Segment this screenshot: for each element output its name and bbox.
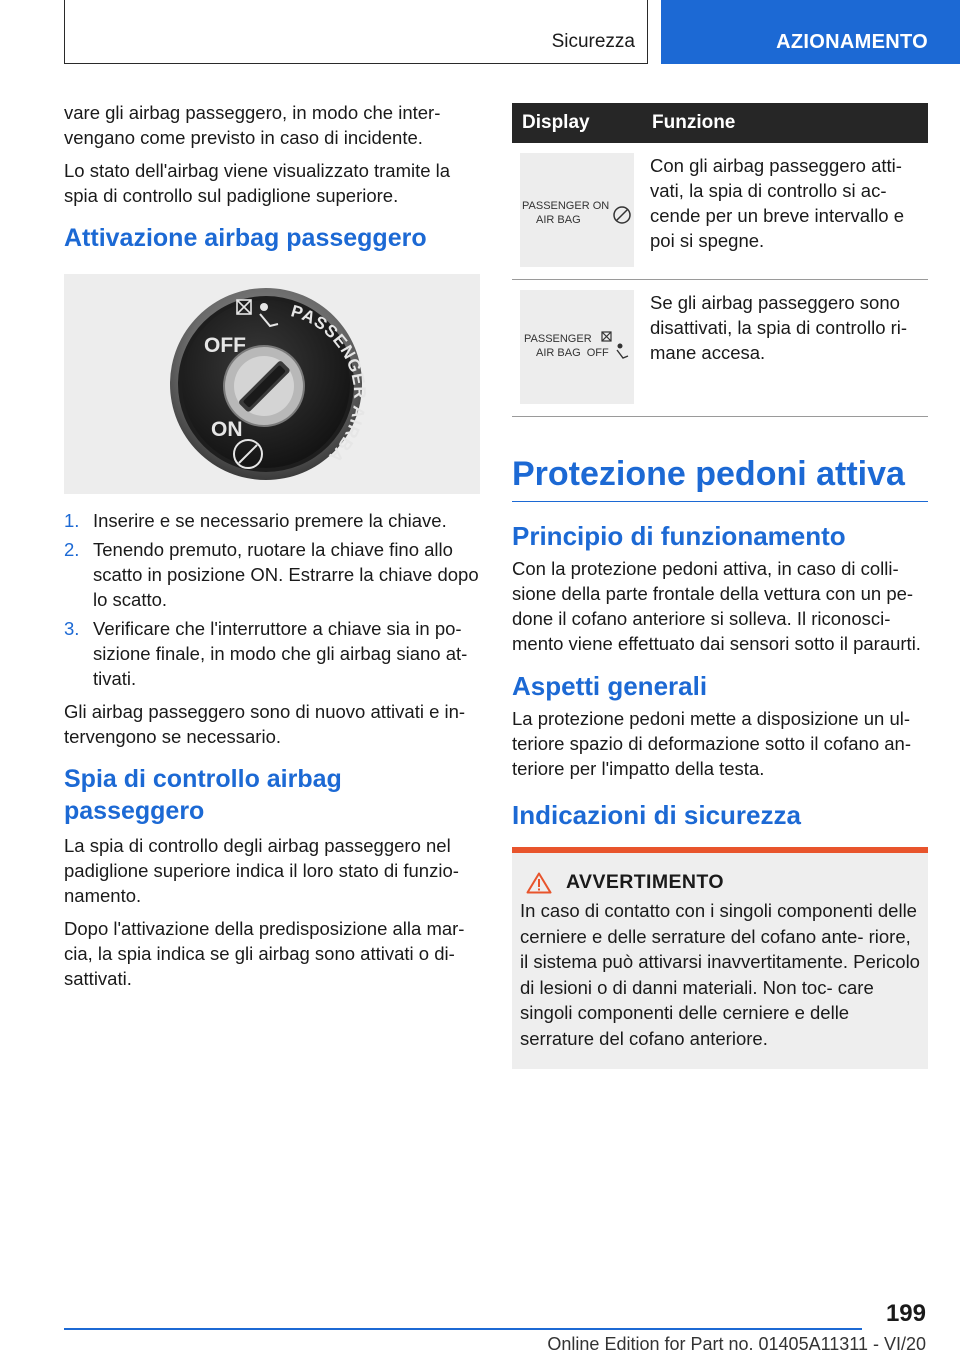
col-function-header: Funzione: [642, 103, 928, 143]
general-heading: Aspetti generali: [512, 671, 708, 701]
airbag-on-circle-icon: [614, 207, 630, 223]
header-chapter-tab[interactable]: [661, 0, 960, 64]
col-display-header: Display: [512, 103, 642, 143]
left-column: [64, 100, 480, 999]
warning-title: AVVERTIMENTO: [566, 871, 724, 893]
main-heading: Protezione pedoni attiva: [512, 453, 928, 502]
spia-heading: Spia di controllo airbag passeggero: [64, 765, 342, 825]
warning-text: In caso di contatto con i singoli componenti delle cerniere e delle serrature del cofano ante- riore, il sistema può attivarsi inavvertitamente. Pericolo di lesioni o di danni materiali. Non toc- care singoli componenti delle cerniere e delle serrature del cofano anteriore.: [520, 900, 920, 1049]
svg-text:PASSENGER: PASSENGER: [524, 333, 592, 345]
header-section-label: Sicurezza: [551, 31, 635, 52]
page-number: 199: [885, 1300, 926, 1327]
function-description: Se gli airbag passeggero sono disattivati, la spia di controllo ri- mane accesa.: [642, 280, 928, 417]
table-row: [512, 280, 928, 417]
passenger-airbag-on-lamp: [520, 153, 634, 267]
spia-paragraph-1: La spia di controllo degli airbag passeggero nel padiglione superiore indica il loro stato di funzio- namento.: [64, 835, 459, 906]
step-item: 2. Tenendo premuto, ruotare la chiave fino allo scatto in posizione ON. Estrarre la chiave dopo lo scatto.: [64, 539, 479, 610]
function-description: Con gli airbag passeggero atti- vati, la spia di controllo si ac- cende per un breve intervallo e poi si spegne.: [642, 143, 928, 280]
switch-ring-label: PASSENGER AIRBA: [288, 301, 370, 467]
right-column: [512, 103, 928, 1069]
display-function-table: [512, 103, 928, 417]
general-paragraph: La protezione pedoni mette a disposizione un ul- teriore spazio di deformazione sotto il cofano an- teriore per l'impatto della testa.: [512, 708, 911, 779]
activation-heading: Attivazione airbag passeggero: [64, 224, 427, 252]
warning-triangle-icon: [526, 872, 552, 894]
intro-paragraph-2: Lo stato dell'airbag viene visualizzato tramite la spia di controllo sul padiglione superiore.: [64, 160, 451, 206]
key-switch-illustration: [64, 274, 480, 494]
step-item: 3. Verificare che l'interruttore a chiave sia in po- sizione finale, in modo che gli airbag siano at- tivati.: [64, 618, 468, 689]
warning-box: [512, 847, 928, 1069]
header-chapter-label: AZIONAMENTO: [776, 31, 928, 53]
airbag-key-switch-figure: [64, 274, 480, 494]
svg-text:PASSENGER ON: PASSENGER ON: [522, 200, 610, 212]
svg-text:AIR BAG: AIR BAG: [536, 214, 581, 226]
switch-off-label: OFF: [204, 334, 246, 357]
activation-steps-list: [64, 508, 480, 691]
passenger-airbag-off-lamp: [520, 290, 634, 404]
header-section-box: [64, 0, 648, 64]
switch-on-label: ON: [211, 418, 243, 441]
step-item: 1. Inserire e se necessario premere la chiave.: [64, 510, 447, 531]
safety-heading: Indicazioni di sicurezza: [512, 800, 801, 830]
spia-paragraph-2: Dopo l'attivazione della predisposizione alla mar- cia, la spia indica se gli airbag sono attivati o di- sattivati.: [64, 918, 465, 989]
footer-divider: [64, 1328, 862, 1330]
edition-label: Online Edition for Part no. 01405A11311 - VI/20: [547, 1334, 926, 1354]
svg-text:AIR BAG OFF: AIR BAG OFF: [536, 347, 609, 359]
after-steps-paragraph: Gli airbag passeggero sono di nuovo attivati e in- tervengono se necessario.: [64, 701, 466, 747]
table-header-row: [512, 103, 928, 143]
principle-paragraph: Con la protezione pedoni attiva, in caso di colli- sione della parte frontale della vettura con un pe- done il cofano anteriore si solleva. Il riconosci- mento viene effettuato dai sensori sotto il paraurti.: [512, 558, 921, 654]
intro-paragraph-1: vare gli airbag passeggero, in modo che inter- vengano come previsto in caso di incidente.: [64, 102, 441, 148]
table-row: [512, 143, 928, 280]
principle-heading: Principio di funzionamento: [512, 521, 846, 551]
